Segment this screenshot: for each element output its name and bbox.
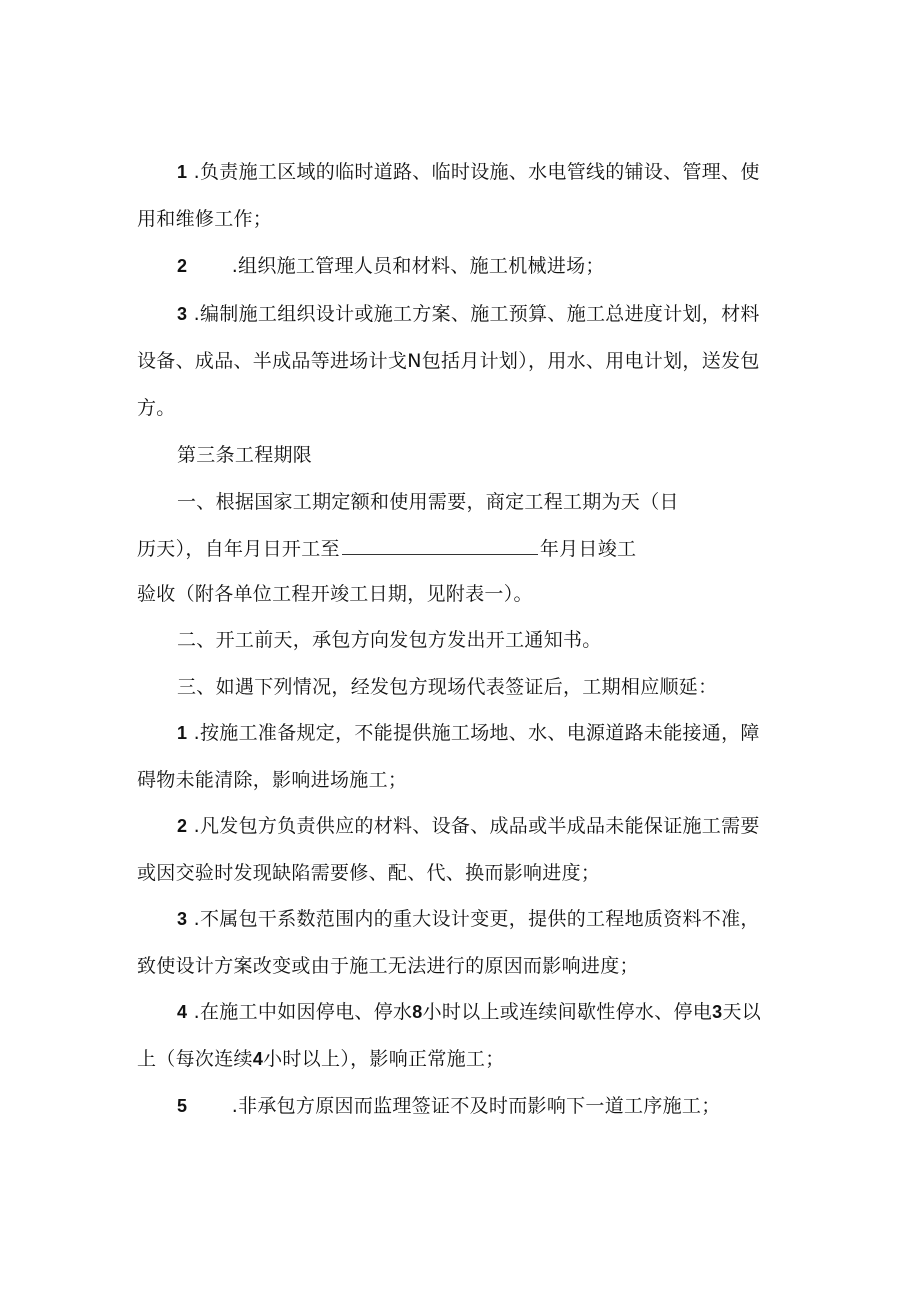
hours-number: 4 xyxy=(252,1049,264,1069)
article-heading: 第三条工程期限 xyxy=(177,444,313,466)
item-text: 小时以上），影响正常施工； xyxy=(263,1048,505,1070)
item-b3-line2: 致使设计方案改变或由于施工无法进行的原因而影响进度； xyxy=(137,955,639,977)
item-b3-line1 xyxy=(177,907,760,931)
hours-number: 8 xyxy=(412,1002,423,1022)
clause1-text-b: 年月日竣工 xyxy=(539,538,637,560)
item-b1-line2: 碍物未能清除，影响进场施工； xyxy=(137,769,408,791)
item-text: .负责施工区域的临时道路、临时设施、水电管线的铺设、管理、使 xyxy=(187,161,760,183)
clause3: 三、如遇下列情况，经发包方现场代表签证后，工期相应顺延： xyxy=(177,676,718,698)
item-text: .按施工准备规定，不能提供施工场地、水、电源道路未能接通，障 xyxy=(187,722,760,744)
item-number: 5 xyxy=(177,1096,188,1116)
item-a1-line1 xyxy=(177,160,760,184)
item-b2-line2: 或因交验时发现缺陷需要修、配、代、换而影响进度； xyxy=(137,862,601,884)
item-number: 2 xyxy=(177,816,188,836)
date-blank-line xyxy=(342,536,538,555)
item-number: 1 xyxy=(177,723,188,743)
item-text: 天以 xyxy=(722,1001,762,1023)
item-b1-line1 xyxy=(177,721,760,745)
clause1-line3: 验收（附各单位工程开竣工日期，见附表一）。 xyxy=(137,583,533,605)
item-text: 小时以上或连续间歇性停水、停电 xyxy=(422,1001,713,1023)
item-number: 2 xyxy=(177,256,188,276)
item-a1-line2: 用和维修工作； xyxy=(137,208,273,230)
item-text: .编制施工组织设计或施工方案、施工预算、施工总进度计划，材料 xyxy=(187,303,760,325)
item-a3-line1 xyxy=(177,302,760,326)
item-text: .非承包方原因而监理签证不及时而影响下一道工序施工； xyxy=(187,1095,721,1117)
item-number: 3 xyxy=(177,909,188,929)
item-b2-line1 xyxy=(177,814,760,838)
item-number: 1 xyxy=(177,162,188,182)
item-text: .组织施工管理人员和材料、施工机械进场； xyxy=(187,255,605,277)
item-b4-line1 xyxy=(177,1000,761,1024)
clause1-line1: 一、根据国家工期定额和使用需要，商定工程工期为天（日 xyxy=(177,491,679,513)
item-text: .凡发包方负责供应的材料、设备、成品或半成品未能保证施工需要 xyxy=(187,815,760,837)
clause1-line2 xyxy=(137,536,636,561)
clause1-text-a: 历天），自年月日开工至 xyxy=(137,538,340,560)
item-b4-line2 xyxy=(137,1047,505,1071)
item-b5-line1 xyxy=(177,1094,721,1118)
item-number: 4 xyxy=(177,1002,188,1022)
item-a3-line3: 方。 xyxy=(137,397,176,419)
item-a3-line2: 设备、成品、半成品等进场计戈N包括月计划），用水、用电计划，送发包 xyxy=(137,350,760,372)
days-number: 3 xyxy=(712,1002,723,1022)
item-text: .在施工中如因停电、停水 xyxy=(187,1001,413,1023)
item-text: .不属包干系数范围内的重大设计变更，提供的工程地质资料不准， xyxy=(187,908,760,930)
item-a2-line1 xyxy=(177,254,605,278)
item-number: 3 xyxy=(177,304,188,324)
clause2: 二、开工前天，承包方向发包方发出开工通知书。 xyxy=(177,629,602,651)
item-text: 上（每次连续 xyxy=(137,1048,253,1070)
